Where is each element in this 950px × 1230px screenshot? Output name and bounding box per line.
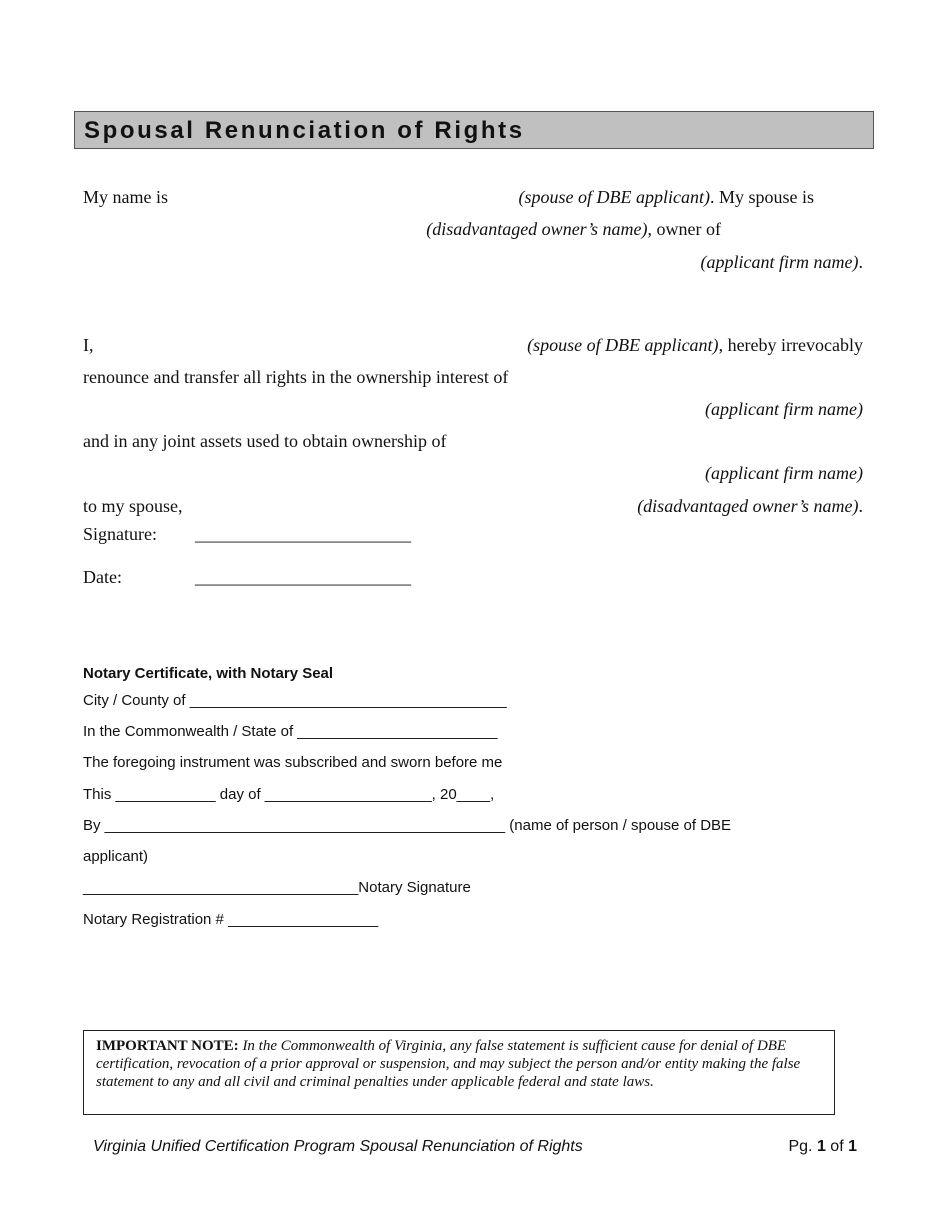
important-note-box (83, 1030, 835, 1115)
para2-line2: renounce and transfer all rights in the ownership interest of (83, 367, 509, 387)
notary-this-day[interactable]: This ____________ day of ____________________, 20____, (83, 786, 495, 803)
para1-line1-right: . My spouse is (709, 187, 814, 207)
para2-line6-right-group (637, 496, 863, 517)
footer-page-total: 1 (848, 1138, 857, 1155)
date-label: Date: (83, 567, 122, 587)
signature-label: Signature: (83, 524, 157, 544)
para2-line1-hint: (spouse of DBE applicant) (527, 335, 719, 355)
footer-page-of: of (830, 1138, 844, 1155)
notary-city-county[interactable]: City / County of ______________________________________ (83, 692, 507, 709)
footer-page-num: 1 (816, 1138, 826, 1155)
para1-line2-group (426, 219, 721, 240)
para2-line6-hint: (disadvantaged owner’s name) (637, 496, 859, 516)
para1-line1-right-group (519, 187, 815, 208)
para1-line2-right: , owner of (647, 219, 721, 239)
para2-line1-right-group (527, 335, 863, 356)
important-note-label: IMPORTANT NOTE: (96, 1038, 239, 1054)
signature-line[interactable]: ________________________ (195, 524, 411, 544)
date-line[interactable]: ________________________ (195, 567, 411, 587)
para1-line3-hint: (applicant firm name) (700, 252, 859, 272)
para1-line3-right: . (858, 252, 863, 272)
para1-line1-left: My name is (83, 187, 168, 207)
notary-heading: Notary Certificate, with Notary Seal (83, 665, 334, 682)
para2-line5-hint: (applicant firm name) (705, 463, 863, 483)
footer-page-number (788, 1138, 857, 1156)
title-bar (74, 111, 874, 149)
para1-line3-group (701, 252, 863, 273)
para2-line6-left: to my spouse, (83, 496, 183, 516)
para2-line3-hint: (applicant firm name) (705, 399, 863, 419)
notary-by-line[interactable]: By ________________________________________________ (name of person / spouse of DBE (83, 817, 732, 834)
notary-commonwealth[interactable]: In the Commonwealth / State of ________________________ (83, 723, 498, 740)
page-title: Spousal Renunciation of Rights (84, 117, 525, 144)
notary-by-line-cont: applicant) (83, 848, 149, 865)
para2-line6-right: . (858, 496, 863, 516)
para1-line1-hint: (spouse of DBE applicant) (518, 187, 710, 207)
notary-signature[interactable]: _________________________________Notary Signature (83, 879, 471, 896)
notary-registration[interactable]: Notary Registration # __________________ (83, 911, 379, 928)
important-note-body: In the Commonwealth of Virginia, any false statement is sufficient cause for denial of DBE certification, revocation of a prior approval or suspension, and may subject the person and/or entity making the false statement to any and all civil and criminal penalties under applicable federal and state laws. (96, 1038, 801, 1090)
footer-page-prefix: Pg. (788, 1138, 813, 1155)
para1-line2-hint: (disadvantaged owner’s name) (426, 219, 648, 239)
footer-program: Virginia Unified Certification Program Spousal Renunciation of Rights (93, 1138, 583, 1155)
important-note-text (96, 1037, 824, 1091)
para2-line4: and in any joint assets used to obtain ownership of (83, 431, 447, 451)
notary-foregoing: The foregoing instrument was subscribed and sworn before me (83, 754, 503, 771)
para2-line1-left: I, (83, 335, 94, 355)
para2-line1-right: , hereby irrevocably (718, 335, 863, 355)
